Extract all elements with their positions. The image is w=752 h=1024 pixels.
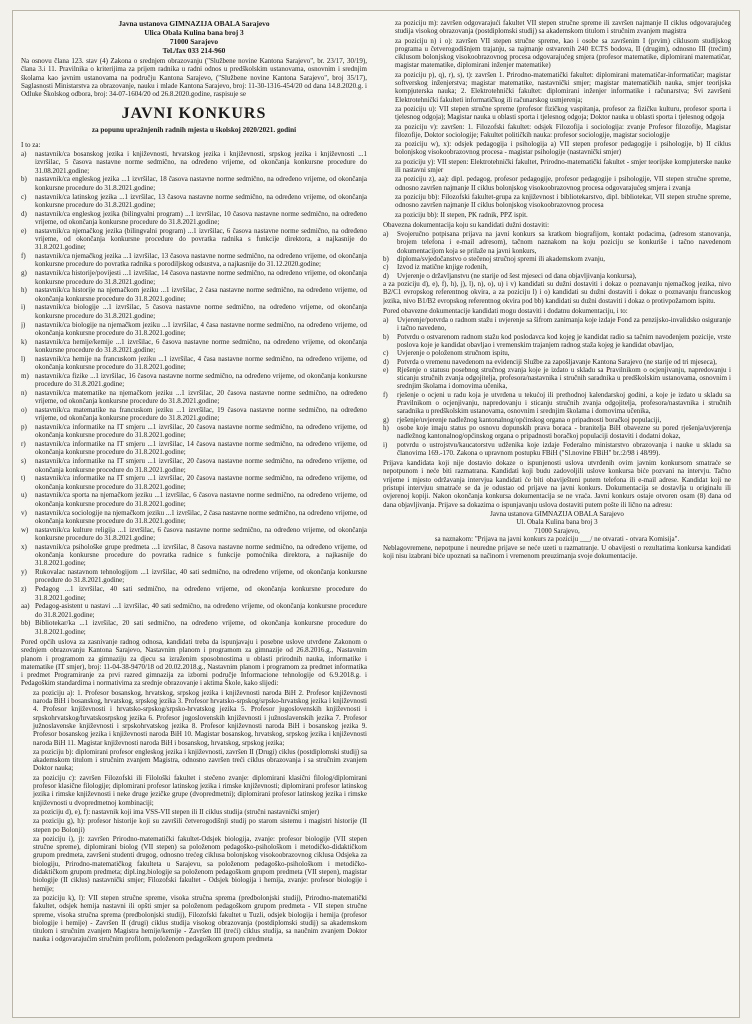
position-item: u) nastavnik/ca sporta na njemačkom jeziku ...1 izvršilac, 6 časova nastavne norme sedmično, na određeno vrijeme, od okončanja konkursne procedure do 31.8.2021.godine; bbox=[21, 491, 367, 508]
position-item: j) nastavnik/ca biologije na njemačkom jeziku ...1 izvršilac, 4 časa nastavne norme sedmično, na određeno vrijeme, od okončanja konkursne procedure do 31.8.2021.godine; bbox=[21, 320, 367, 337]
school-city: 71000 Sarajevo bbox=[169, 37, 219, 46]
position-item: d) nastavnik/ca engleskog jezika (bilingvalni program) ...1 izvršilac, 10 časova nastavne norme sedmično, na određeno vrijeme, od okončanja konkursne procedure do 31.8.2021.godine; bbox=[21, 209, 367, 226]
position-item: p) nastavnik/ca informatike na IT smjeru ...1 izvršilac, 20 časova nastavne norme sedmično, na određeno vrijeme, od okončanja konkursne procedure do 31.8.2021.godine; bbox=[21, 423, 367, 440]
submission-address-street: Ul. Obala Kulina bana broj 3 bbox=[516, 518, 598, 527]
condition-item: za poziciju w), x): odsjek pedagogija i psihologija a) VII stepen profesor pedagogije i psihologije, b) II ciklus bolonjskog visokoobrazovnog procesa - magistar psihologije (nastavnički smjer) bbox=[395, 140, 731, 157]
condition-item: za poziciju n) i o): završen VII stepen stručne spreme, kao i osobe sa završenim I (prvim) ciklusom studijskog programa u četverogodišnjem trajanju, sa najmanje ostvarenih 240 ECTS bodova, II (drugim), odnosno III (trećim) ciklusom bolonjskog visokoobrazovnog procesa odgovarajućeg smjera (profesor matematike, diplomirani matematičar, magistar matematike, diplomirani inženjer matematike) bbox=[395, 36, 731, 70]
newspaper-page bbox=[12, 10, 740, 1018]
condition-item: za poziciju z), aa): dipl. pedagog, profesor pedagogije, profesor pedagogije i psihologije, VII stepen stručne spreme, odnosno završen najmanje II ciklus bolonjskog visokoobrazovnog procesa odgovarajućeg smjera i zvanja bbox=[395, 175, 731, 192]
condition-item: za poziciju g), h): profesor historije koji su završili četverogodišnji studij po starom sistemu i magistri historije (II stepen po Bolonji) bbox=[33, 817, 367, 834]
extra-document-item: d) Potvrda o vremenu navedenom na evidenciji Službe za zapošljavanje Kantona Sarajevo (ne starije od tri mjeseca), bbox=[383, 357, 717, 366]
condition-item: za poziciju bb): II stepen, PK radnik, PPZ ispit. bbox=[395, 210, 528, 219]
condition-item: za poziciju b): diplomirani profesor engleskog jezika i književnosti, završen II (Drugi) ciklus (postdiplomski studij) sa akademskom titulom i stručnim zvanjem Magistra, odnosno završen treći ciklus obrazovanja i sa stručnim zvanjem Doktor nauka; bbox=[33, 747, 367, 773]
position-item: o) nastavnik/ca matematike na francuskom jeziku ...1 izvršilac, 19 časova nastavne norme sedmično, na određeno vrijeme, od okončanja konkursne procedure do 31.8.2021.godine; bbox=[21, 405, 367, 423]
left-column bbox=[21, 19, 367, 1009]
position-item: t) nastavnik/ca informatike na IT smjeru ...1 izvršilac, 20 časova nastavne norme sedmično, na određeno vrijeme, od okončanja konkursne procedure do 31.8.2021.godine; bbox=[21, 474, 367, 491]
position-item: l) nastavnik/ca hemije na francuskom jeziku ...1 izvršilac, 4 časa nastavne norme sedmično, na određeno vrijeme, od okončanja konkursne procedure do 31.8.2021.godine; bbox=[21, 354, 367, 371]
position-item: v) nastavnik/ca sociologije na njemačkom jeziku ...1 izvršilac, 2 časa nastavne norme sedmično, na određeno vrijeme, od okončanja konkursne procedure do 31.8.2021.godine; bbox=[21, 508, 367, 525]
extra-document-item: c) Uvjerenje o položenom stručnom ispitu, bbox=[383, 349, 510, 358]
school-phone: Tel./fax 033 214-960 bbox=[162, 46, 226, 55]
condition-item: za poziciju i), j): završen Prirodno-matematički fakultet-Odsjek biologija, zvanje: profesor biologije (VII stepen stručne spreme), diplomirani biolog (VII stepen) sa položenom pedagoško-psihološkom i metodičko-didaktičkom grupom predmeta, završeni studenti drugog, odnosno trećeg ciklusa bolonjskog visokoobrazovnog ciklusa Odsjeka za biologiju, Prirodno-matematičkog fakulteta u Sarajevu, sa položenom pedagoško-psihološkom i metodičko-didaktičkom grupom predmeta; dipl.ing.biologije sa položenom pedagoškom grupom predmeta (VII stepen), magistar biologije (II ciklus) nastavnički smjer; Filozofski fakultet - Odsjek biologija i hemija, zvanje: profesor biologije i hemije; bbox=[33, 834, 367, 893]
position-item: x) nastavnik/ca psihološke grupe predmeta ...1 izvršilac, 8 časova nastavne norme sedmično, na određeno vrijeme, od okončanja konkursne procedure do povratka radnice s funkcije pomoćnika direktora, a najkasnije do 31.8.2021.godine; bbox=[21, 542, 367, 568]
documents-intro: Obavezna dokumentacija koju su kandidati dužni dostaviti: bbox=[383, 220, 550, 229]
submission-note: sa naznakom: "Prijava na javni konkurs za poziciju ___/ ne otvarati - otvara Komisija". bbox=[434, 534, 680, 543]
extra-document-item: f) rješenje o ocjeni u radu koja je utvrđena u tekućoj ili prethodnoj kalendarskoj godini, a koje je izdato u skladu sa Pravilnikom o ocjenjivanju, napredovanju i sticanju stručnih zvanja odgojitelja, profesora/nastavnika i stručnih saradnika u predškolskim ustanovama, osnovnim i srednjim školama i domovima učenika, bbox=[383, 390, 731, 416]
final-paragraph: Neblagovremene, nepotpune i neuredne prijave se neće uzeti u razmatranje. U obavijesti o rezultatima konkursa kandidati koji nisu izabrani biće upoznati sa načinom i vremenom preuzimanja svoje dokumentacije. bbox=[383, 544, 731, 561]
conditions-intro: Pored općih uslova za zasnivanje radnog odnosa, kandidati treba da ispunjavaju i posebne uslove utvrđene Zakonom o srednjem obrazovanju Kantona Sarajevo, Nastavnim planom i programom za gimnazije od 26.8.2016.g., Nastavnim planom i programom za gimnaziju za djecu sa izraženim sposobnostima u oblasti prirodnih nauka, informatike i matematike (IT smjer), broj: 11-04-38-9470/18 od 20.02.2018.g., Nastavnim planom i programom za predmet informatika i predmet Programiranje za prvi razred gimnazija za izborni područje Informacione tehnologije od 6.9.2018.g. i Pedagoškim standardima i normativima za srednje obrazovanje i aktima Škole, kako slijedi: bbox=[21, 638, 367, 688]
position-item: m) nastavnik/ca fizike ...1 izvršilac, 16 časova nastavne norme sedmično, na određeno vrijeme, od okončanja konkursne procedure do 31.8.2021.godine; bbox=[21, 371, 367, 389]
condition-item: za poziciju bb): Filozofski fakultet-grupa za književnost i bibliotekarstvo, dipl. bibliotekar, VII stepen stručne spreme, odnosno završen najmanje II ciklus bolonjskog visokoobrazovnog procesa bbox=[395, 192, 731, 210]
school-name: Javna ustanova GIMNAZIJA OBALA Sarajevo bbox=[118, 19, 270, 28]
condition-item: za poziciju v): završen: 1. Filozofski fakultet: odsjek Filozofija i sociologija: zvanje Profesor filozofije, Magistar filozofije, Doktor sociologije; Fakultet političkih nauka: profesor sociologije, magistar sociologije bbox=[395, 122, 731, 139]
positions-list bbox=[21, 150, 367, 636]
position-item: i) nastavnik/ca biologije ...1 izvršilac, 5 časova nastavne norme sedmično, na određeno vrijeme, od okončanja konkursne procedure do 31.8.2021.godine; bbox=[21, 303, 367, 320]
page-title: JAVNI KONKURS bbox=[121, 105, 267, 123]
extra-document-item: a) Uvjerenje/potvrda o radnom stažu i uvjerenje sa šifrom zanimanja koje izdaje Fond za penzijsko-invalidsko osiguranje i tačno navedeno, bbox=[383, 316, 731, 333]
condition-item: za poziciju u): VII stepen stručne spreme (profesor fizičkog vaspitanja, profesor za fizičku kulturu, profesor sporta i tjelesnog odgoja); Magistar nauka u oblasti sporta i tjelesnog odgoja; Doktor nauka u oblasti sporta i tjelesnog odgoja bbox=[395, 104, 731, 122]
submission-address-org: Javna ustanova GIMNAZIJA OBALA Sarajevo bbox=[490, 509, 624, 518]
page-subtitle: za popunu upražnjenih radnih mjesta u školskoj 2020/2021. godini bbox=[91, 126, 297, 135]
position-item: z) Pedagog ...1 izvršilac, 40 sati sedmično, na određeno vrijeme, od okončanja konkursne procedure do 31.8.2021.godine; bbox=[21, 585, 367, 602]
position-item: r) nastavnik/ca informatike na IT smjeru ...1 izvršilac, 14 časova nastavne norme sedmično, na određeno vrijeme, od okončanja konkursne procedure do 31.8.2021.godine; bbox=[21, 440, 367, 457]
extras-intro: Pored obavezne dokumentacije kandidati mogu dostaviti i dodatnu dokumentaciju, i to: bbox=[383, 306, 628, 315]
condition-item: za poziciju c): završen Filozofski ili Filološki fakultet i stečeno zvanje: diplomirani klasični filolog/diplomirani profesor klasične filologije; diplomirani profesor latinskog jezika i rimske književnosti; diplomirani profesor latinskog jezika i rimske književnosti i neke druge jezičke grupe (dvopredmetni); diplomirani profesor latinskog jezika i rimske književnosti u dvopredmetnoj kombinaciji; bbox=[33, 773, 367, 807]
condition-item: za poziciju d), e), f): nastavnik koji ima VSS-VII stepen ili II ciklus studija (stručni nastavnički smjer) bbox=[33, 807, 320, 816]
position-item: aa) Pedagog-asistent u nastavi ...1 izvršilac, 40 sati sedmično, na određeno vrijeme, od okončanja konkursne procedure do 31.8.2021.godine; bbox=[21, 602, 367, 619]
condition-item: za poziciju p), q), r), s), t): završen 1. Prirodno-matematički fakultet: diplomirani matematičar-informatičar; magistar softverskog inženjerstva; magistar matematike, nastavnički smjer; magistar matematičkih nauka, smjer teorijska kompjuterska nauka; 2. Elektrotehnički fakultet: diplomirani inženjer informatike i računarstva; Svi završeni Elektrotehnički fakulteti informatičkog ili računarskog usmjerenja; bbox=[395, 70, 731, 104]
position-item: f) nastavnik/ca njemačkog jezika ...1 izvršilac, 13 časova nastavne norme sedmično, na određeno vrijeme, od okončanja konkursne procedure do povratka radnika s porodiljskog odsustva, a najkasnije do 31.12.2020.godine; bbox=[21, 252, 367, 269]
position-item: bb) Bibliotekar/ka ...1 izvršilac, 20 sati sedmično, na određeno vrijeme, od okončanja konkursne procedure do 31.8.2021.godine; bbox=[21, 619, 367, 636]
right-column bbox=[383, 19, 731, 1009]
position-item: c) nastavnik/ca latinskog jezika ...1 izvršilac, 13 časova nastavne norme sedmično, na određeno vrijeme, od okončanja konkursne procedure do 31.8.2021.godine; bbox=[21, 192, 367, 209]
document-item: b) diploma/svjedočanstvo o stečenoj stručnoj spremi ili akademskom zvanju, bbox=[383, 255, 606, 264]
position-item: a) nastavnik/ca bosanskog jezika i književnosti, hrvatskog jezika i književnosti, srpskog jezika i književnosti ...1 izvršilac, 5 časova nastavne norme sedmično, na određeno vrijeme, od okončanja konkursne procedure do 31.08.2021.godine; bbox=[21, 150, 367, 175]
closing-paragraph: Prijava kandidata koji nije dostavio dokaze o ispunjenosti uslova utvrđenih ovim javnim konkursom smatraće se nepotpunom i neće biti razmatrana. Kandidati koji budu zadovoljili uslove konkursa biće pozvani na intervju. Tačno vrijeme i mjesto održavanja intervjua kandidati će biti obaviješteni putem telefona ili e-mail adrese. Kandidat koji ne pristupi intervjuu smatraće se da je odustao od prijave na javni konkurs. Dokumentacija se dostavlja u originalu ili ovjerenoj kopiji. Nakon okončanja konkursa dokumentacija se ne vraća. Javni konkurs ostaje otvoren osam (8) dana od dana objavljivanja. Prijave sa dokazima o ispunjavanju uslova dostaviti putem pošte ili lično na adresu: bbox=[383, 459, 731, 509]
position-item: g) nastavnik/ca historije/povijesti ...1 izvršilac, 14 časova nastavne norme sedmično, na određeno vrijeme, od okončanja konkursne procedure do 31.8.2021.godine; bbox=[21, 269, 367, 286]
condition-item: za poziciju y): VII stepen: Elektrotehnički fakultet, Prirodno-matematički fakultet - smjer teorijske kompjuterske nauke ili nastavni smjer bbox=[395, 157, 731, 175]
document-item: a) Svojeručno potpisana prijava na javni konkurs sa kratkom biografijom, kontakt podacima, (adresom stanovanja, brojem telefona i e-mail adresom), tačnom naznakom na koju poziciju se konkuriše i tačno navedenom dokumentacijom koja se prilaže na javni konkurs, bbox=[383, 230, 731, 255]
extra-document-item: e) Rješenje o statusu posebnog stručnog zvanja koje je izdato u skladu sa Pravilnikom o ocjenjivanju, napredovanju i sticanju stručnih zvanja odgojitelja, profesora/nastavnika i stručnih saradnika u predškolskim ustanovama, osnovnim i srednjim školama i domovima učenika, bbox=[383, 365, 731, 391]
language-note: a za poziciju d), e), f), h), j), l), n), o), u) i v) kandidati su dužni dostaviti i dokaz o poznavanju njemačkog jezika, nivo B2/C1 evropskog referentnog okvira, a za poziciju l) i o) kandidati su dužni dostaviti i dokaz o poznavanju francuskog jezika, nivo B1/B2 evropskog referentnog okvira pod bb) kandidati su dužni dostaviti i dokaz o protivpožarnom ispitu. bbox=[383, 279, 731, 305]
position-item: e) nastavnik/ca njemačkog jezika (bilingvalni program) ...1 izvršilac, 6 časova nastavne norme sedmično, na određeno vrijeme, od okončanja konkursne procedure do povratka radnika s funkcije direktora, a najkasnije do 31.8.2021.godine; bbox=[21, 226, 367, 252]
submission-address-city: 71000 Sarajevo, bbox=[534, 526, 580, 535]
extra-document-item: g) rješenje/uvjerenje nadležnog kantonalnog/općinskog organa o pripadnosti boračkoj populaciji, bbox=[383, 415, 662, 424]
position-item: w) nastavnik/ca kulture religija ...1 izvršilac, 6 časova nastavne norme sedmično, na određeno vrijeme, od okončanja konkursne procedure do 31.8.2021.godine; bbox=[21, 525, 367, 542]
condition-item: za poziciju k), l): VII stepen stručne spreme, visoka stručna sprema (predbolonjski studij), Prirodno-matematički fakultet, odsjek hemija nastavni ili opšti smjer sa položenom pedagoškom grupom predmeta - VII stepen stručne spreme, visoka stručna sprema (predbolonjski studij), Filozofski fakultet u Tuzli, odsjek biologija i hemija (profesor biologije i hemije) - Završen II (drugi) ciklus studija visokog obrazovanja (postdiplomski studij) sa akademskom titulom i stručnim zvanjem Magistra hemije/kemije - Završen III (treći) ciklus studija, sa naučnim zvanjem Doktor nauka i odgovarajućim stručnim profilom, položenom pedagoškom grupom predmeta bbox=[33, 893, 367, 944]
positions-lead: I to za: bbox=[21, 140, 41, 149]
document-item: d) Uvjerenje o državljanstvu (ne starije od šest mjeseci od dana objavljivanja konkursa), bbox=[383, 271, 637, 280]
position-item: h) nastavnik/ca historije na njemačkom jeziku ...1 izvršilac, 2 časa nastavne norme sedmično, na određeno vrijeme, od okončanja konkursne procedure do 31.8.2021.godine; bbox=[21, 286, 367, 303]
position-item: n) nastavnik/ca matematike na njemačkom jeziku ...1 izvršilac, 20 časova nastavne norme sedmično, na određeno vrijeme, od okončanja konkursne procedure do 31.8.2021.godine; bbox=[21, 388, 367, 406]
extra-document-item: b) Potvrdu o ostvarenom radnom stažu kod poslodavca kod kojeg je kandidat radio sa tačnim navođenjem pozicije, vrste poslova koje je kandidat obavljao i vremenskim trajanjem radnog staža kojeg je kandidat obavljao, bbox=[383, 332, 731, 349]
position-item: k) nastavnik/ca hemije/kemije ...1 izvršilac, 6 časova nastavne norme sedmično, na određeno vrijeme, od okončanja konkursne procedure do 31.8.2021.godine; bbox=[21, 337, 367, 354]
position-item: s) nastavnik/ca informatike na IT smjeru ...1 izvršilac, 20 časova nastavne norme sedmično, na određeno vrijeme, od okončanja konkursne procedure do 31.8.2021.godine; bbox=[21, 457, 367, 474]
condition-item: za poziciju a): 1. Profesor bosanskog, hrvatskog, srpskog jezika i književnosti naroda BiH 2. Profesor književnosti naroda BiH i bosanskog, hrvatskog, srpskog jezika 3. Profesor hrvatsko-srpskog/srpsko-hrvatskog jezika i književnosti 4. Profesor književnosti i hrvatsko-srpskog/srpsko-hrvatskog jezika 5. Profesor jugoslovenskih književnosti i srpskohrvatskog/hrvatskosrpskog jezika 6. Profesor jugoslovenskih književnosti i južnoslavenskih jezika 7. Profesor južnoslavenske književnosti i srpskohrvatskog jezika 8. Profesor književnosti naroda BiH i bosanskog jezika 9. Profesor bosanskog jezika i književnosti naroda BiH 10. Magistar bosanskog, hrvatskog, srpskog jezika i književnosti naroda BiH 11. Magistar književnosti naroda BiH i bosanskog, hrvatskog, srpskog jezika; bbox=[33, 688, 367, 747]
extra-document-item: i) potvrdu o ustrojstvu/kaucatorstvu udženika koje izdaje Federalno ministarstvo obrazovanja i nauke u skladu sa članovima 169.-170. Zakona o upravnom postupku FBiH ("Sl.novine FBiH" br.:2/98 i 48/99). bbox=[383, 440, 731, 457]
school-street: Ulica Obala Kulina bana broj 3 bbox=[144, 28, 244, 37]
position-item: y) Rukovalac nastavnom tehnologijom ...1 izvršilac, 40 sati sedmično, na određeno vrijeme, od okončanja konkursne procedure do 31.8.2021.godine; bbox=[21, 568, 367, 585]
extra-document-item: h) osobe koje imaju status po osnovu dopunskih prava boraca - branitelja BiH obavezne su pored rješenja/uvjerenja nadležnog kantonalnog/općinskog organa o pripadnosti boračkoj populaciji dostaviti i dodatni dokaz, bbox=[383, 423, 731, 441]
intro-paragraph: Na osnovu člana 123. stav (4) Zakona o srednjem obrazovanju ("Službene novine Kantona Sarajevo", br. 23/17, 30/19), člana 3.i 11. Pravilnika o kriterijima za prijem radnika u radni odnos u predškolskim ustanovama, osnovnim i srednjim školama kao javnim ustanovama na području Kantona Sarajevo, ("Službene novine Kantona Sarajevo", broj 35/17), Saglasnosti Ministarstva za obrazovanje, nauku i mlade Kantona Sarajevo, broj: 11-30-1316-454/20 od dana 14.8.2020.g. i Odluke Školskog odbora, broj: 34-07-1604/20 od 26.8.2020.godine, raspisuje se bbox=[21, 57, 367, 99]
condition-item: za poziciju m): završen odgovarajući fakultet VII stepen stručne spreme ili završen najmanje II ciklus odgovarajućeg studija visokog obrazovanja (postdiplomski studij) sa akademskom titulom i stručnim zvanjem magistra bbox=[395, 19, 731, 36]
position-item: b) nastavnik/ca engleskog jezika ...1 izvršilac, 18 časova nastavne norme sedmično, na određeno vrijeme, od okončanja konkursne procedure do 31.8.2021.godine; bbox=[21, 175, 367, 192]
document-item: c) Izvod iz matične knjige rođenih, bbox=[383, 263, 488, 272]
